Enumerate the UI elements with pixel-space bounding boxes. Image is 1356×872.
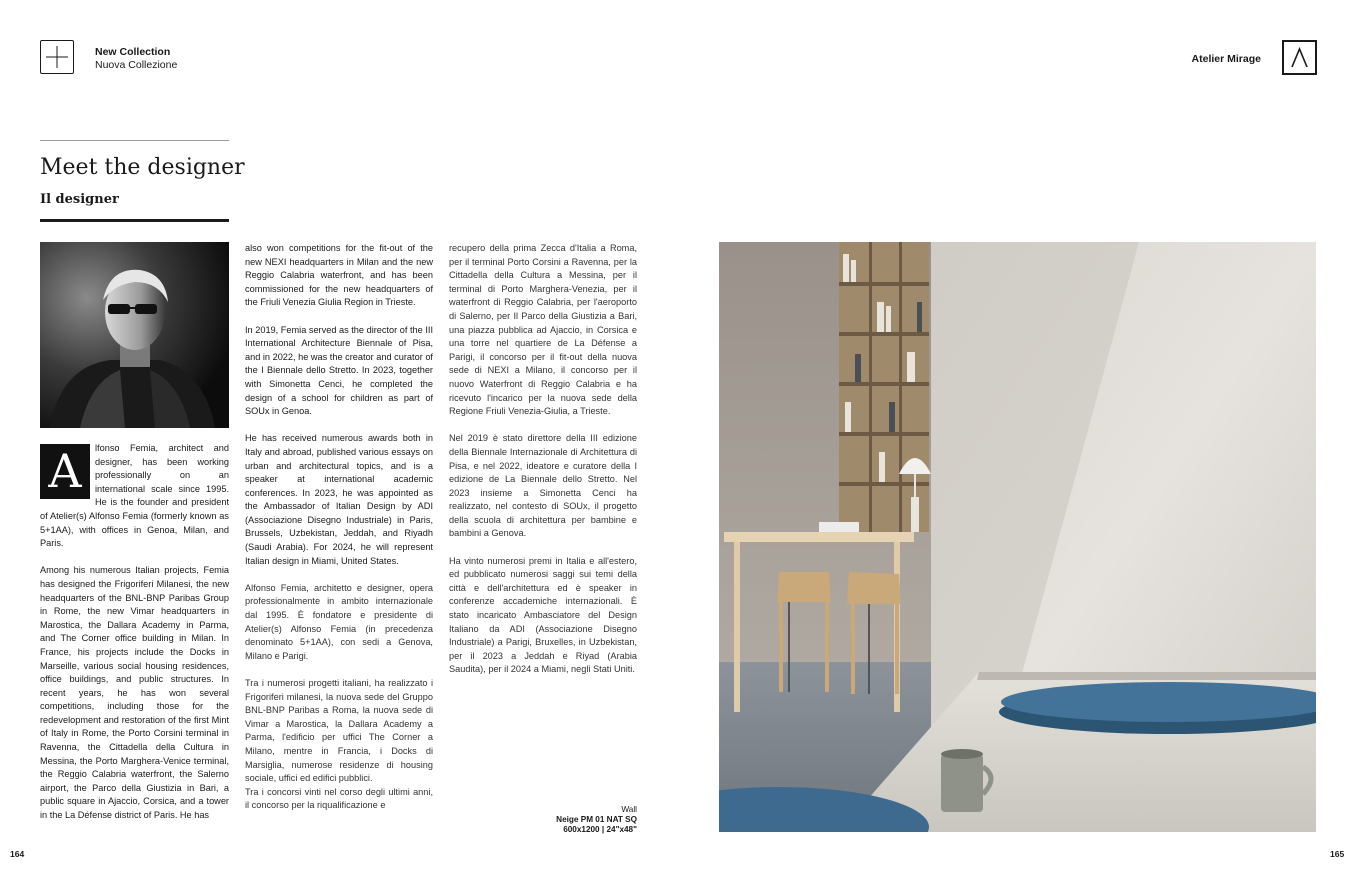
page-title: Meet the designer (40, 155, 245, 180)
collection-title-it: Nuova Collezione (95, 59, 178, 71)
interior-image (719, 242, 1316, 832)
page-number-right: 165 (1330, 849, 1345, 859)
bio-it-competitions-start: Tra i concorsi vinti nel corso degli ultimi anni, il concorso per la riqualificazione e (245, 786, 433, 811)
bio-en-projects: Among his numerous Italian projects, Femia has designed the Frigoriferi Milanesi, the new headquarters of the BNL-BNP Paribas Group in Rome, the new Vimar headquarters in Marostica, the Dallara Academy in Parma, and The Corner office building in Milan. In France, his projects include the Docks in Marseille, various social housing residences, office buildings, and public structures. In recent years, he has won several competitions, including those for the redevelopment and restoration of the first Mint of Italy in Rome, the Porto Corsini terminal in Ravenna, the Cittadella della Cultura in Messina, the Porto Marghera-Venice terminal, the Reggio Calabria waterfront, the Salerno airport, the Parco della Giustizia in Bari, a public square in Ajaccio, Corsica, and a tower in the La Défense district of Paris. He has (40, 565, 229, 821)
text-column-1 (40, 442, 229, 836)
product-caption (500, 805, 637, 835)
collection-title-en: New Collection (95, 46, 171, 58)
caption-surface: Wall (621, 805, 637, 814)
bio-en-competitions: also won competitions for the fit-out of the new NEXI headquarters in Milan and the new Reggio Calabria waterfront, and has been commissioned for the new headquarters of the Friuli Venezia Giulia Region in Trieste. (245, 243, 433, 308)
brand-name: Atelier Mirage (1191, 53, 1261, 65)
bio-en-biennale: In 2019, Femia served as the director of the III International Architecture Biennale of Pisa, and in 2022, he was the creator and curator of the I Biennale dello Stretto. In 2023, together with Simonetta Cenci, he completed the design of a school for children as part of SOUx in Genoa. (245, 324, 433, 417)
bio-it-biennale: Nel 2019 è stato direttore della III edizione della Biennale Internazionale di Architettura di Pisa, e nel 2022, ideatore e curatore della I edizione de La Biennale dello Stretto. Nel 2023 insieme a Simonetta Cenci ha realizzato, nel contesto di SOUx, il progetto della scuola di architettura per bambine e bambini a Genova. (449, 433, 637, 539)
lambda-logo-icon (1284, 42, 1315, 73)
collection-plus-icon (40, 40, 74, 74)
bio-en-intro: lfonso Femia, architect and designer, has been working professionally on an international scale since 1995. He is the founder and president of Atelier(s) Alfonso Femia (formerly known as 5+1AA), with offices in Genoa, Milan, and Paris. (40, 443, 229, 549)
page-subtitle: Il designer (40, 192, 119, 207)
drop-cap: A (40, 444, 90, 499)
plus-icon (41, 41, 73, 73)
interior-photo (719, 242, 1316, 832)
text-column-2 (245, 242, 433, 827)
bio-it-awards: Ha vinto numerosi premi in Italia e all'estero, ed pubblicato numerosi saggi sui temi della città e dell'architettura ed è speaker in conferenze accademiche internazionali. È stato incaricato Ambasciatore del Design Italiano da ADI (Associazione Disegno Industriale) a Parigi, Bruxelles, in Uzbekistan, per il 2023 a Jeddah e Riyad (Arabia Saudita), per il 2024 a Miami, negli Stati Uniti. (449, 555, 637, 675)
text-column-3 (449, 242, 637, 691)
title-rule-top (40, 140, 229, 141)
bio-en-awards: He has received numerous awards both in Italy and abroad, published various essays on urban and architectural topics, and is a speaker at international academic conferences. In 2023, he was appointed as the Ambassador of Italian Design by ADI (Associazione Disegno Industriale) in Paris, Brussels, Uzbekistan, Jeddah, and Riyadh (Saudi Arabia). For 2024, he will represent Italian design in Miami, United States. (245, 433, 433, 566)
designer-portrait (40, 242, 229, 428)
bio-it-intro: Alfonso Femia, architetto e designer, opera professionalmente in ambito internazionale dal 1995. È fondatore e presidente di Atelier(s) Alfonso Femia (in precedenza denominato 5+1AA), con sedi a Genova, Milano e Parigi. (245, 582, 433, 661)
title-rule-bottom (40, 219, 229, 222)
caption-size: 600x1200 | 24"x48" (563, 825, 637, 834)
bio-it-competitions: recupero della prima Zecca d'Italia a Roma, per il terminal Porto Corsini a Ravenna, per la Cittadella della Cultura a Messina, per il terminal di Porto Marghera-Venezia, per il waterfront di Reggio Calabria, per l'aeroporto di Salerno, per Il Parco della Giustizia a Bari, una piazza pubblica ad Ajaccio, in Corsica e una torre nel quartiere de La Défense a Parigi, il concorso per il fit-out della nuova sede di NEXI a Milano, il concorso per il nuovo Waterfront di Reggio Calabria e ha ricevuto l'incarico per la nuova sede della Regione Friuli Venezia-Giulia, a Trieste. (449, 243, 637, 417)
brand-logo (1282, 40, 1317, 75)
caption-product: Neige PM 01 NAT SQ (556, 815, 637, 824)
bio-it-projects: Tra i numerosi progetti italiani, ha realizzato i Frigoriferi milanesi, la nuova sede del Gruppo BNL-BNP Paribas a Roma, la nuova sede di Vimar a Marostica, la Dallara Academy a Parma, l'edificio per uffici The Corner a Milano, mentre in Francia, i Docks di Marsiglia, numerose residenze di housing sociale, uffici ed edifici pubblici. (245, 678, 433, 784)
page-number-left: 164 (10, 849, 25, 859)
portrait-image (40, 242, 229, 428)
